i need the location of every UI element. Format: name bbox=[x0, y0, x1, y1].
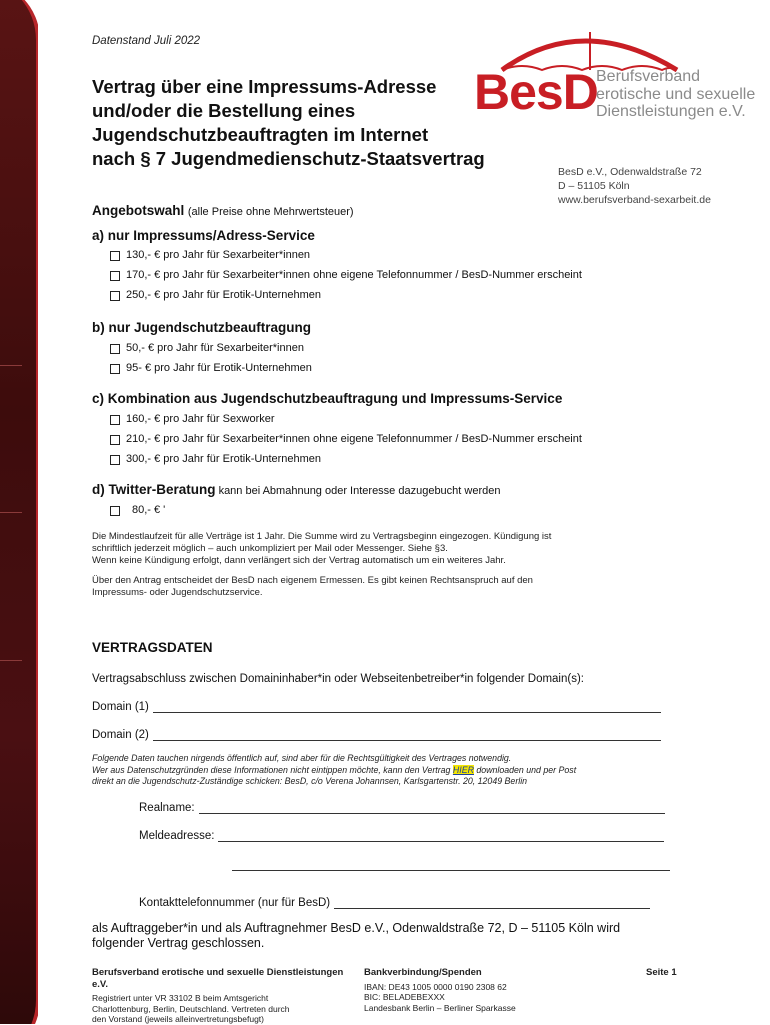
checkbox[interactable] bbox=[110, 455, 120, 465]
page-number-label: Seite 1 bbox=[646, 967, 677, 978]
sender-address bbox=[558, 165, 711, 207]
meldeadresse-field[interactable] bbox=[139, 829, 664, 842]
note-text: downloaden und per Post bbox=[473, 764, 577, 775]
decision-paragraph bbox=[92, 575, 692, 599]
offer-heading-label: Angebotswahl bbox=[92, 203, 185, 218]
checkbox[interactable] bbox=[110, 291, 120, 301]
paragraph-line: Impressums- oder Jugendschutzservice. bbox=[92, 587, 263, 598]
paragraph-line: Über den Antrag entscheidet der BesD nach eigenem Ermessen. Es gibt keinen Rechtsanspruch auf den bbox=[92, 575, 533, 586]
option-b2[interactable] bbox=[110, 361, 312, 375]
realname-input[interactable] bbox=[199, 801, 665, 814]
field-label: Domain (2) bbox=[92, 729, 149, 741]
address-line: D – 51105 Köln bbox=[558, 180, 630, 192]
footer-line: den Vorstand (jeweils alleinvertretungsbefugt) bbox=[92, 1014, 264, 1024]
option-a3[interactable] bbox=[110, 288, 321, 302]
option-a1[interactable] bbox=[110, 248, 310, 262]
terms-paragraph bbox=[92, 531, 692, 567]
domain2-input[interactable] bbox=[153, 728, 661, 741]
paragraph-line: schriftlich jederzeit möglich – auch unkompliziert per Mail oder Messenger. Siehe §3. bbox=[92, 543, 448, 554]
document-date: Datenstand Juli 2022 bbox=[92, 35, 201, 47]
section-heading-vertragsdaten: VERTRAGSDATEN bbox=[92, 640, 213, 655]
title-line: Vertrag über eine Impressums-Adresse bbox=[92, 76, 437, 97]
checkbox[interactable] bbox=[110, 344, 120, 354]
paragraph-line: Die Mindestlaufzeit für alle Verträge ist 1 Jahr. Die Summe wird zu Vertragsbeginn eingezogen. Kündigung ist bbox=[92, 531, 552, 542]
option-label: 170,- € pro Jahr für Sexarbeiter*innen ohne eigene Telefonnummer / BesD-Nummer erscheint bbox=[126, 269, 582, 281]
checkbox[interactable] bbox=[110, 506, 120, 516]
option-c1[interactable] bbox=[110, 412, 275, 426]
field-label: Domain (1) bbox=[92, 701, 149, 713]
footer-line: Charlottenburg, Berlin, Deutschland. Vertreten durch bbox=[92, 1003, 290, 1014]
paragraph-line: Wenn keine Kündigung erfolgt, dann verlängert sich der Vertrag automatisch um ein weiteres Jahr. bbox=[92, 555, 506, 566]
offer-heading bbox=[92, 203, 354, 218]
option-label: 95- € pro Jahr für Erotik-Unternehmen bbox=[126, 362, 312, 374]
footer-line: BIC: BELADEBEXXX bbox=[364, 992, 445, 1002]
meldeadresse-line2[interactable] bbox=[232, 858, 670, 871]
decorative-sidebar bbox=[0, 0, 38, 1024]
logo-text-line: erotische und sexuelle bbox=[596, 85, 756, 103]
section-c-heading: c) Kombination aus Jugendschutzbeauftragung und Impressums-Service bbox=[92, 391, 563, 406]
note-line: direkt an die Jugendschutz-Zuständige schicken: BesD, c/o Verena Johannsen, Karlsgartenstr. 20, 12049 Berlin bbox=[92, 776, 528, 786]
option-label: 160,- € pro Jahr für Sexworker bbox=[126, 413, 275, 425]
telefon-field[interactable] bbox=[139, 896, 650, 909]
page-number bbox=[646, 967, 677, 979]
option-a2[interactable] bbox=[110, 268, 582, 282]
note-line: Folgende Daten tauchen nirgends öffentlich auf, sind aber für die Rechtsgültigkeit des Vertrages notwendig. bbox=[92, 753, 512, 763]
address-line: BesD e.V., Odenwaldstraße 72 bbox=[558, 166, 702, 178]
address-line: www.berufsverband-sexarbeit.de bbox=[558, 194, 711, 206]
title-line: nach § 7 Jugendmedienschutz-Staatsvertrag bbox=[92, 148, 485, 169]
title-line: Jugendschutzbeauftragten im Internet bbox=[92, 124, 429, 145]
title-line: und/oder die Bestellung eines bbox=[92, 100, 356, 121]
footer-title: Berufsverband erotische und sexuelle Dienstleistungen e.V. bbox=[92, 967, 344, 990]
offer-note: (alle Preise ohne Mehrwertsteuer) bbox=[187, 206, 354, 218]
field-label: Kontakttelefonnummer (nur für BesD) bbox=[139, 897, 331, 909]
option-label: 50,- € pro Jahr für Sexarbeiter*innen bbox=[126, 342, 304, 354]
twitter-heading: d) Twitter-Beratung bbox=[92, 482, 216, 497]
checkbox[interactable] bbox=[110, 415, 120, 425]
meldeadresse-input-2[interactable] bbox=[232, 858, 670, 871]
meldeadresse-input[interactable] bbox=[218, 829, 664, 842]
contract-intro: Vertragsabschluss zwischen Domaininhaber*in oder Webseitenbetreiber*in folgender Domain(s): bbox=[92, 673, 584, 685]
checkbox[interactable] bbox=[110, 251, 120, 261]
note-line bbox=[92, 765, 692, 777]
section-d-heading bbox=[92, 482, 501, 497]
footer-line: Registriert unter VR 33102 B beim Amtsgericht bbox=[92, 993, 269, 1003]
option-label: 130,- € pro Jahr für Sexarbeiter*innen bbox=[126, 249, 311, 261]
document-title bbox=[92, 75, 522, 171]
footer-line: IBAN: DE43 1005 0000 0190 2308 62 bbox=[364, 981, 507, 992]
option-label: 210,- € pro Jahr für Sexarbeiter*innen ohne eigene Telefonnummer / BesD-Nummer erscheint bbox=[126, 433, 582, 445]
checkbox[interactable] bbox=[110, 271, 120, 281]
note-text: Wer aus Datenschutzgründen diese Informationen nicht eintippen möchte, kann den Vertrag bbox=[92, 764, 453, 775]
footer-left bbox=[92, 967, 352, 1025]
logo-text-line: Berufsverband bbox=[596, 68, 701, 85]
option-c2[interactable] bbox=[110, 432, 582, 446]
telefon-input[interactable] bbox=[334, 896, 650, 909]
checkbox[interactable] bbox=[110, 435, 120, 445]
footer-bank bbox=[364, 967, 564, 1013]
checkbox[interactable] bbox=[110, 364, 120, 374]
option-label: 250,- € pro Jahr für Erotik-Unternehmen bbox=[126, 289, 322, 301]
option-d1[interactable] bbox=[110, 503, 165, 517]
hier-download-link[interactable]: HIER bbox=[452, 764, 474, 775]
privacy-note bbox=[92, 753, 692, 788]
option-c3[interactable] bbox=[110, 452, 321, 466]
domain1-input[interactable] bbox=[153, 700, 661, 713]
realname-field[interactable] bbox=[139, 801, 665, 814]
closing-statement: als Auftraggeber*in und als Auftragnehmer BesD e.V., Odenwaldstraße 72, D – 51105 Köln wird folgender Vertrag geschlossen. bbox=[92, 921, 621, 950]
logo-mark: BesD bbox=[474, 64, 598, 120]
field-label: Realname: bbox=[139, 802, 195, 814]
domain2-field[interactable] bbox=[92, 728, 661, 741]
field-label: Meldeadresse: bbox=[139, 830, 215, 842]
option-b1[interactable] bbox=[110, 341, 304, 355]
footer-title: Bankverbindung/Spenden bbox=[364, 967, 482, 978]
logo-text-line: Dienstleistungen e.V. bbox=[596, 103, 746, 120]
domain1-field[interactable] bbox=[92, 700, 661, 713]
section-b-heading: b) nur Jugendschutzbeauftragung bbox=[92, 320, 311, 335]
twitter-text: kann bei Abmahnung oder Interesse dazugebucht werden bbox=[218, 485, 501, 497]
section-a-heading: a) nur Impressums/Adress-Service bbox=[92, 228, 315, 243]
logo-text bbox=[596, 68, 755, 121]
besd-logo bbox=[462, 22, 762, 150]
option-label: 80,- € ' bbox=[132, 504, 166, 516]
option-label: 300,- € pro Jahr für Erotik-Unternehmen bbox=[126, 453, 322, 465]
footer-line: Landesbank Berlin – Berliner Sparkasse bbox=[364, 1002, 516, 1013]
